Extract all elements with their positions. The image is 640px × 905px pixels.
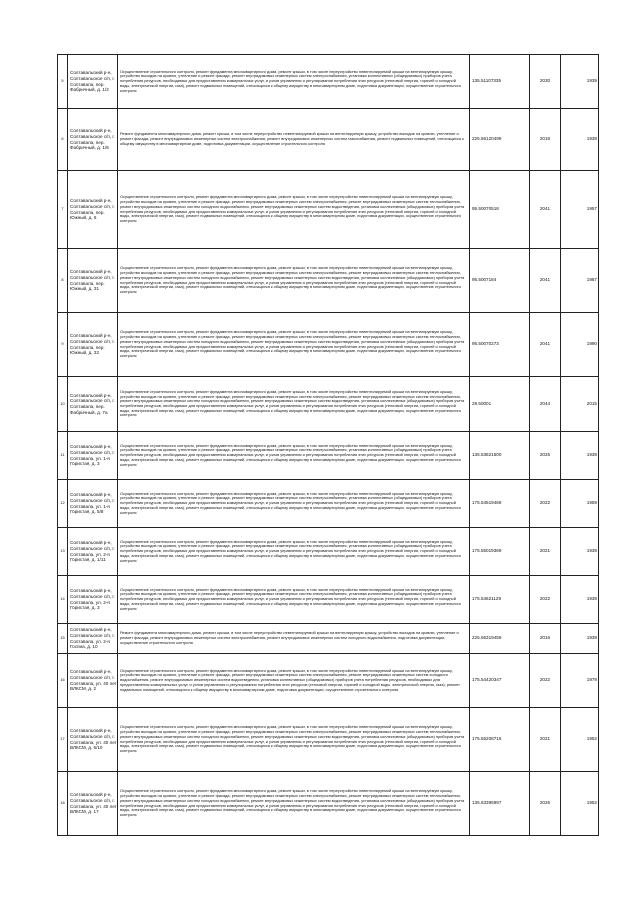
work-description: Осуществление строительного контроля, ремонт фундамента многоквартирного дома, ремонт крыши, в том числе переустройство невентилируемой крыши на вентилируемую крышу, устройство выходов на кровлю, утепление и ремонт фасада, ремонт внутридомовых инженерных систем электроснабжения, установка коллективных (общедомовых) приборов учета потребления ресурсов, необходимых для предоставления коммунальных услуг, и узлов управления и регулирования потребления этих ресурсов (тепловой энергии, горячей и холодной воды, электрической энергии, газа), ремонт подвальных помещений, относящихся к общему имуществу в многоквартирном доме, подготовка документации, осуществление строительного контроля <box>118 528 470 576</box>
work-description: Осуществление строительного контроля, ремонт фундамента многоквартирного дома, ремонт крыши, в том числе переустройство невентилируемой крыши на вентилируемую крышу, устройство выходов на кровлю, утепление и ремонт фасада, ремонт внутридомовых инженерных систем электроснабжения, установка коллективных (общедомовых) приборов учета потребления ресурсов, необходимых для предоставления коммунальных услуг, и узлов управления и регулирования потребления этих ресурсов (тепловой энергии, горячей и холодной воды, электрической энергии, газа), ремонт подвальных помещений, относящихся к общему имуществу в многоквартирном доме, подготовка документации, осуществление строительного контроля <box>118 480 470 528</box>
address-line: Солтавальский р-н, <box>70 198 112 204</box>
planned-year: 2026 <box>530 772 561 836</box>
table-row <box>58 377 599 432</box>
address-line: Солтавальское с/п, г. <box>70 593 115 599</box>
address-line: Южный, д. 6 <box>70 215 97 221</box>
cost-value: 135.53821500 <box>470 432 530 480</box>
address-line: Солтавальское с/п, г. <box>70 338 115 344</box>
cost-value: 175.55208716 <box>470 708 530 772</box>
built-year: 1939 <box>561 432 599 480</box>
address-line: Солтавальское с/п, г. <box>70 398 115 404</box>
row-number: 16 <box>58 654 68 708</box>
planned-year: 2041 <box>530 249 561 313</box>
planned-year: 2025 <box>530 432 561 480</box>
address-line: Солтавальское с/п, г. <box>70 133 115 139</box>
address-line: Гористая, д. 1/11 <box>70 557 106 563</box>
row-number: 13 <box>58 528 68 576</box>
table-row <box>58 624 599 654</box>
planned-year: 2022 <box>530 654 561 708</box>
address-cell <box>68 171 118 249</box>
planned-year: 2021 <box>530 528 561 576</box>
work-description: Ремонт фундамента многоквартирного дома, ремонт крыши, в том числе переустройство невентилируемой крыши на вентилируемую крышу, устройство выходов на кровлю, утепление и ремонт фасада, ремонт внутридомовых инженерных систем электроснабжения, ремонт внутридомовых инженерных систем газоснабжения, ремонт подвальных помещений, относящихся к общему имуществу в многоквартирном доме, подготовка документации, осуществление строительного контроля <box>118 109 470 171</box>
planned-year: 2021 <box>530 708 561 772</box>
table-row <box>58 480 599 528</box>
cost-value: 225.56319459 <box>470 624 530 654</box>
address-cell <box>68 109 118 171</box>
work-description: Осуществление строительного контроля, ремонт фундамента многоквартирного дома, ремонт крыши, в том числе переустройство невентилируемой крыши на вентилируемую крышу, устройство выходов на кровлю, утепление и ремонт фасада, ремонт внутридомовых инженерных систем электроснабжения, установка коллективных (общедомовых) приборов учета потребления ресурсов, необходимых для предоставления коммунальных услуг, и узлов управления и регулирования потребления этих ресурсов (тепловой энергии, горячей и холодной воды, электрической энергии, газа), ремонт подвальных помещений, относящихся к общему имуществу в многоквартирном доме, подготовка документации, осуществление строительного контроля <box>118 576 470 624</box>
address-line: Солтавальский р-н, <box>70 269 112 275</box>
cost-value: 175.55019369 <box>470 528 530 576</box>
work-description: Осуществление строительного контроля, ремонт фундамента многоквартирного дома, ремонт крыши, в том числе переустройство невентилируемой крыши на вентилируемую крышу, устройство выходов на кровлю, утепление и ремонт фасада, ремонт внутридомовых инженерных систем электроснабжения, ремонт внутридомовых инженерных систем теплоснабжения, ремонт внутридомовых инженерных систем холодного водоснабжения, ремонт внутридомовых инженерных систем водоотведения, установка коллективных (общедомовых) приборов учета потребления ресурсов, необходимых для предоставления коммунальных услуг, и узлов управления и регулирования потребления этих ресурсов (тепловой энергии, горячей и холодной воды, электрической энергии, газа), ремонт подвальных помещений, относящихся к общему имуществу в многоквартирном доме, подготовка документации, осуществление строительного контроля <box>118 171 470 249</box>
address-line: Солтавальский р-н, <box>70 588 112 594</box>
row-number: 18 <box>58 772 68 836</box>
address-line: Гористая, д. 3 <box>70 461 100 467</box>
address-line: Солтавала, пер. <box>70 404 105 409</box>
table-row <box>58 171 599 249</box>
work-description: Осуществление строительного контроля, ремонт фундамента многоквартирного дома, ремонт крыши, в том числе переустройство невентилируемой крыши на вентилируемую крышу, устройство выходов на кровлю, утепление и ремонт фасада, ремонт внутридомовых инженерных систем электроснабжения, установка коллективных (общедомовых) приборов учета потребления ресурсов, необходимых для предоставления коммунальных услуг, и узлов управления и регулирования потребления этих ресурсов (тепловой энергии, горячей и холодной воды, электрической энергии, газа), ремонт подвальных помещений, относящихся к общему имуществу в многоквартирном доме, подготовка документации, осуществление строительного контроля <box>118 55 470 109</box>
table-row <box>58 313 599 377</box>
address-cell <box>68 624 118 654</box>
address-line: Солтавальский р-н, <box>70 627 112 633</box>
work-description: Ремонт фундамента многоквартирного дома, ремонт крыши, в том числе переустройство невентилируемой крыши на вентилируемую крышу, устройство выходов на кровлю, утепление и ремонт фасада, ремонт внутридомовых инженерных систем электроснабжения, ремонт внутридомовых инженерных систем холодного водоснабжения, подготовка документации, осуществление строительного контроля <box>118 624 470 654</box>
table-row <box>58 772 599 836</box>
address-line: Южный, д. 31 <box>70 286 100 292</box>
address-line: Солтавальский р-н, <box>70 669 112 675</box>
planned-year: 2041 <box>530 313 561 377</box>
row-number: 9 <box>58 313 68 377</box>
address-line: Фабричный, д. 7а <box>70 409 108 415</box>
address-line: Солтавала, ул. 2-я <box>70 599 110 605</box>
built-year: 1939 <box>561 624 599 654</box>
built-year: 1952 <box>561 772 599 836</box>
built-year: 2015 <box>561 377 599 432</box>
planned-year: 2022 <box>530 576 561 624</box>
address-line: Солтавала, пер. <box>70 209 105 215</box>
table-row <box>58 249 599 313</box>
address-line: Фабричный, д. 1/2 <box>70 87 109 93</box>
address-line: Солтавальский р-н, <box>70 792 112 798</box>
row-number: 15 <box>58 624 68 654</box>
work-description: Осуществление строительного контроля, ремонт фундамента многоквартирного дома, ремонт крыши, в том числе переустройство невентилируемой крыши на вентилируемую крышу, устройство выходов на кровлю, утепление и ремонт фасада, ремонт внутридомовых инженерных систем электроснабжения, ремонт внутридомовых инженерных систем теплоснабжения, ремонт внутридомовых инженерных систем холодного водоснабжения, ремонт внутридомовых инженерных систем водоотведения, установка коллективных (общедомовых) приборов учета потребления ресурсов, необходимых для предоставления коммунальных услуг, и узлов управления и регулирования потребления этих ресурсов (тепловой энергии, горячей и холодной воды, электрической энергии, газа), ремонт подвальных помещений, относящихся к общему имуществу в многоквартирном доме, подготовка документации, осуществление строительного контроля <box>118 313 470 377</box>
address-line: Солтавальский р-н, <box>70 492 112 498</box>
address-cell <box>68 313 118 377</box>
address-line: Солтавальское с/п, г. <box>70 674 115 680</box>
cost-value: 175.54621129 <box>470 576 530 624</box>
built-year: 1957 <box>561 171 599 249</box>
cost-value: 175.54420347 <box>470 654 530 708</box>
address-cell <box>68 432 118 480</box>
document-sheet <box>57 54 598 836</box>
address-line: ВЛКСМ, д. 17 <box>70 809 99 815</box>
address-line: Солтавальский р-н, <box>70 392 112 398</box>
built-year: 1959 <box>561 480 599 528</box>
row-number: 6 <box>58 109 68 171</box>
address-line: Солтавальский р-н, <box>70 333 112 339</box>
work-description: Осуществление строительного контроля, ремонт фундамента многоквартирного дома, ремонт крыши, в том числе переустройство невентилируемой крыши на вентилируемую крышу, устройство выходов на кровлю, утепление и ремонт фасада, ремонт внутридомовых инженерных систем электроснабжения, ремонт внутридомовых инженерных систем теплоснабжения, ремонт внутридомовых инженерных систем холодного водоснабжения, ремонт внутридомовых инженерных систем водоотведения, установка коллективных (общедомовых) приборов учета потребления ресурсов, необходимых для предоставления коммунальных услуг, и узлов управления и регулирования потребления этих ресурсов (тепловой энергии, горячей и холодной воды, электрической энергии, газа), ремонт подвальных помещений, относящихся к общему имуществу в многоквартирном доме, подготовка документации, осуществление строительного контроля <box>118 249 470 313</box>
address-cell <box>68 576 118 624</box>
table-row <box>58 576 599 624</box>
address-line: Фабричный, д. 1/6 <box>70 145 109 151</box>
address-line: Солтавальское с/п, г. <box>70 274 115 280</box>
work-description: Осуществление строительного контроля, ремонт фундамента многоквартирного дома, ремонт крыши, в том числе переустройство невентилируемой крыши на вентилируемую крышу, устройство выходов на кровлю, утепление и ремонт фасада, ремонт внутридомовых инженерных систем электроснабжения, ремонт внутридомовых инженерных систем теплоснабжения, ремонт внутридомовых инженерных систем холодного водоснабжения, ремонт внутридомовых инженерных систем водоотведения, установка коллективных (общедомовых) приборов учета потребления ресурсов, необходимых для предоставления коммунальных услуг, и узлов управления и регулирования потребления этих ресурсов (тепловой энергии, горячей и холодной воды, электрической энергии, газа), ремонт подвальных помещений, относящихся к общему имуществу в многоквартирном доме, подготовка документации, осуществление строительного контроля <box>118 377 470 432</box>
row-number: 11 <box>58 432 68 480</box>
address-line: Солтавала, пер. <box>70 139 105 145</box>
address-cell <box>68 654 118 708</box>
cost-value: 95.50070518 <box>470 171 530 249</box>
address-cell <box>68 377 118 432</box>
built-year: 1979 <box>561 654 599 708</box>
work-description: Осуществление строительного контроля, ремонт фундамента многоквартирного дома, ремонт крыши, в том числе переустройство невентилируемой крыши на вентилируемую крышу, устройство выходов на кровлю, утепление и ремонт фасада, ремонт внутридомовых инженерных систем электроснабжения, ремонт внутридомовых инженерных систем теплоснабжения, ремонт внутридомовых инженерных систем холодного водоснабжения, ремонт внутридомовых инженерных систем водоотведения, установка коллективных (общедомовых) приборов учета потребления ресурсов, необходимых для предоставления коммунальных услуг, и узлов управления и регулирования потребления этих ресурсов (тепловой энергии, горячей и холодной воды, электрической энергии, газа), ремонт подвальных помещений, относящихся к общему имуществу в многоквартирном доме, подготовка документации, осуществление строительного контроля <box>118 772 470 836</box>
address-line: Солтавальское с/п, г. <box>70 545 115 551</box>
repair-program-table <box>57 54 599 836</box>
work-description: Осуществление строительного контроля, ремонт фундамента многоквартирного дома, ремонт крыши, в том числе переустройство невентилируемой крыши на вентилируемую крышу, устройство выходов на кровлю, утепление и ремонт фасада, ремонт внутридомовых инженерных систем электроснабжения, установка коллективных (общедомовых) приборов учета потребления ресурсов, необходимых для предоставления коммунальных услуг, и узлов управления и регулирования потребления этих ресурсов (тепловой энергии, горячей и холодной воды, электрической энергии, газа), ремонт подвальных помещений, относящихся к общему имуществу в многоквартирном доме, подготовка документации, осуществление строительного контроля <box>118 432 470 480</box>
cost-value: 175.54519469 <box>470 480 530 528</box>
address-line: Солтавала, пер. <box>70 344 105 350</box>
address-line: Солтавала, ул. 1-я <box>70 503 110 509</box>
cost-value: 29.50001 <box>470 377 530 432</box>
address-line: Солтавальское с/п, г. <box>70 632 115 638</box>
address-line: Солтавала, ул. 40 лет <box>70 739 117 745</box>
built-year: 1952 <box>561 708 599 772</box>
cost-value: 225.56120499 <box>470 109 530 171</box>
address-line: Солтавала, пер. <box>70 280 105 286</box>
table-row <box>58 708 599 772</box>
built-year: 1939 <box>561 576 599 624</box>
address-line: Солтавала, ул. 40 лет <box>70 803 117 809</box>
cost-value: 95.50070273 <box>470 313 530 377</box>
address-line: Солтавальское с/п, г. <box>70 497 115 503</box>
row-number: 8 <box>58 249 68 313</box>
address-line: Гористая, д. 5/8 <box>70 509 104 515</box>
address-line: ВЛКСМ, д. 2 <box>70 686 97 692</box>
address-cell <box>68 55 118 109</box>
built-year: 1939 <box>561 55 599 109</box>
address-line: Солтавальское с/п, г. <box>70 449 115 455</box>
address-cell <box>68 772 118 836</box>
row-number: 5 <box>58 55 68 109</box>
table-body <box>58 55 599 836</box>
work-description: Осуществление строительного контроля, ремонт фундамента многоквартирного дома, ремонт крыши, в том числе переустройство невентилируемой крыши на вентилируемую крышу, устройство выходов на кровлю, утепление и ремонт фасада, ремонт внутридомовых инженерных систем электроснабжения, ремонт внутридомовых инженерных систем теплоснабжения, ремонт внутридомовых инженерных систем холодного водоснабжения, ремонт внутридомовых инженерных систем водоотведения, установка коллективных (общедомовых) приборов учета потребления ресурсов, необходимых для предоставления коммунальных услуг, и узлов управления и регулирования потребления этих ресурсов (тепловой энергии, горячей и холодной воды, электрической энергии, газа), ремонт подвальных помещений, относящихся к общему имуществу в многоквартирном доме, подготовка документации, осуществление строительного контроля <box>118 708 470 772</box>
cost-value: 95.5007184 <box>470 249 530 313</box>
row-number: 7 <box>58 171 68 249</box>
address-cell <box>68 249 118 313</box>
planned-year: 2041 <box>530 171 561 249</box>
cost-value: 135.53395997 <box>470 772 530 836</box>
built-year: 1990 <box>561 313 599 377</box>
address-line: Солтавальский р-н, <box>70 540 112 546</box>
table-row <box>58 109 599 171</box>
cost-value: 135.51107335 <box>470 55 530 109</box>
row-number: 17 <box>58 708 68 772</box>
address-line: Солтавальское с/п, г. <box>70 797 115 803</box>
address-line: Солтавала, ул. 2-я <box>70 551 110 557</box>
address-line: Солтавала, ул. 2-я <box>70 638 110 644</box>
table-row <box>58 432 599 480</box>
address-line: ВЛКСМ, д. 6/10 <box>70 745 103 751</box>
row-number: 10 <box>58 377 68 432</box>
address-line: Солтавальский р-н, <box>70 70 112 76</box>
row-number: 12 <box>58 480 68 528</box>
address-cell <box>68 480 118 528</box>
address-cell <box>68 708 118 772</box>
address-line: Солтавала, пер. <box>70 81 105 87</box>
table-row <box>58 654 599 708</box>
address-line: Госпиа, д. 10 <box>70 644 98 650</box>
address-line: Солтавальский р-н, <box>70 128 112 134</box>
address-line: Солтавальское с/п, г. <box>70 203 115 209</box>
address-line: Южный, д. 32 <box>70 350 100 356</box>
built-year: 1939 <box>561 109 599 171</box>
table-row <box>58 528 599 576</box>
address-cell <box>68 528 118 576</box>
planned-year: 2044 <box>530 377 561 432</box>
address-line: Солтавала, ул. 40 лет <box>70 680 117 686</box>
address-line: Солтавальское с/п, г. <box>70 75 115 81</box>
address-line: Солтавала, ул. 1-я <box>70 455 110 461</box>
planned-year: 2030 <box>530 55 561 109</box>
table-row <box>58 55 599 109</box>
work-description: Осуществление строительного контроля, ремонт фундамента многоквартирного дома, ремонт крыши, в том числе переустройство невентилируемой крыши на вентилируемую крышу, устройство выходов на кровлю, утепление и ремонт фасада, ремонт внутридомовых инженерных систем электроснабжения, ремонт внутридомовых инженерных систем холодного водоснабжения, ремонт внутридомовых инженерных систем водоотведения, установка коллективных (общедомовых) приборов учета потребления ресурсов, необходимых для предоставления коммунальных услуг, и узлов управления и регулирования потребления этих ресурсов (тепловой энергии, горячей и холодной воды, электрической энергии, газа), ремонт подвальных помещений, относящихся к общему имуществу в многоквартирном доме, подготовка документации, осуществление строительного контроля <box>118 654 470 708</box>
address-line: Солтавальский р-н, <box>70 444 112 450</box>
address-line: Гористая, д. 3 <box>70 605 100 611</box>
planned-year: 2016 <box>530 624 561 654</box>
planned-year: 2022 <box>530 480 561 528</box>
row-number: 14 <box>58 576 68 624</box>
built-year: 1939 <box>561 528 599 576</box>
address-line: Солтавальское с/п, г. <box>70 733 115 739</box>
planned-year: 2016 <box>530 109 561 171</box>
address-line: Солтавальский р-н, <box>70 728 112 734</box>
built-year: 1987 <box>561 249 599 313</box>
